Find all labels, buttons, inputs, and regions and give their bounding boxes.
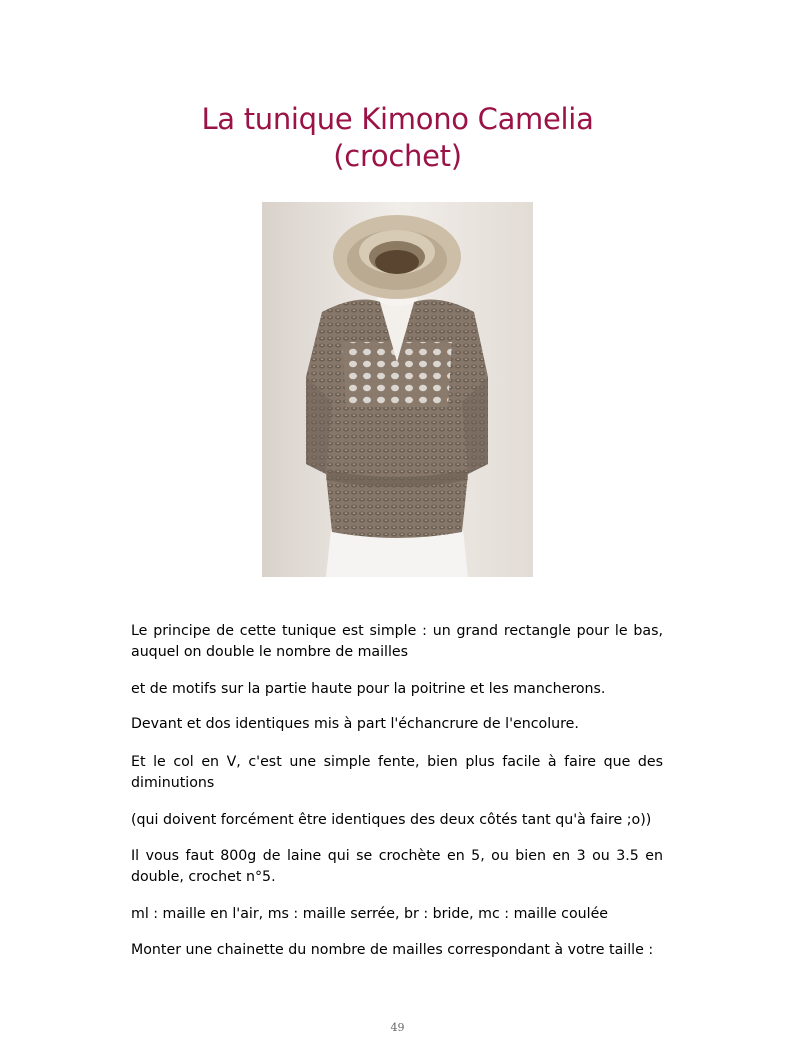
- paragraph-2: et de motifs sur la partie haute pour la poitrine et les mancherons.: [131, 681, 606, 697]
- tunic-photo: [262, 202, 533, 577]
- paragraph-8: Monter une chainette du nombre de mailles correspondant à votre taille :: [131, 942, 654, 958]
- paragraph-3: Devant et dos identiques mis à part l'échancrure de l'encolure.: [131, 716, 579, 732]
- paragraph-1: Le principe de cette tunique est simple : un grand rectangle pour le bas, auquel on double le nombre de mailles: [131, 623, 663, 660]
- page-number: 49: [390, 1021, 405, 1034]
- page-title-line-2: (crochet): [333, 139, 462, 173]
- page-title-line-1: La tunique Kimono Camelia: [201, 102, 594, 136]
- paragraph-7: ml : maille en l'air, ms : maille serrée, br : bride, mc : maille coulée: [131, 906, 609, 922]
- paragraph-4: Et le col en V, c'est une simple fente, bien plus facile à faire que des diminutions: [131, 754, 663, 791]
- paragraph-5: (qui doivent forcément être identiques des deux côtés tant qu'à faire ;o)): [131, 812, 652, 828]
- paragraph-6: Il vous faut 800g de laine qui se crochète en 5, ou bien en 3 ou 3.5 en double, crochet n°5.: [131, 848, 663, 885]
